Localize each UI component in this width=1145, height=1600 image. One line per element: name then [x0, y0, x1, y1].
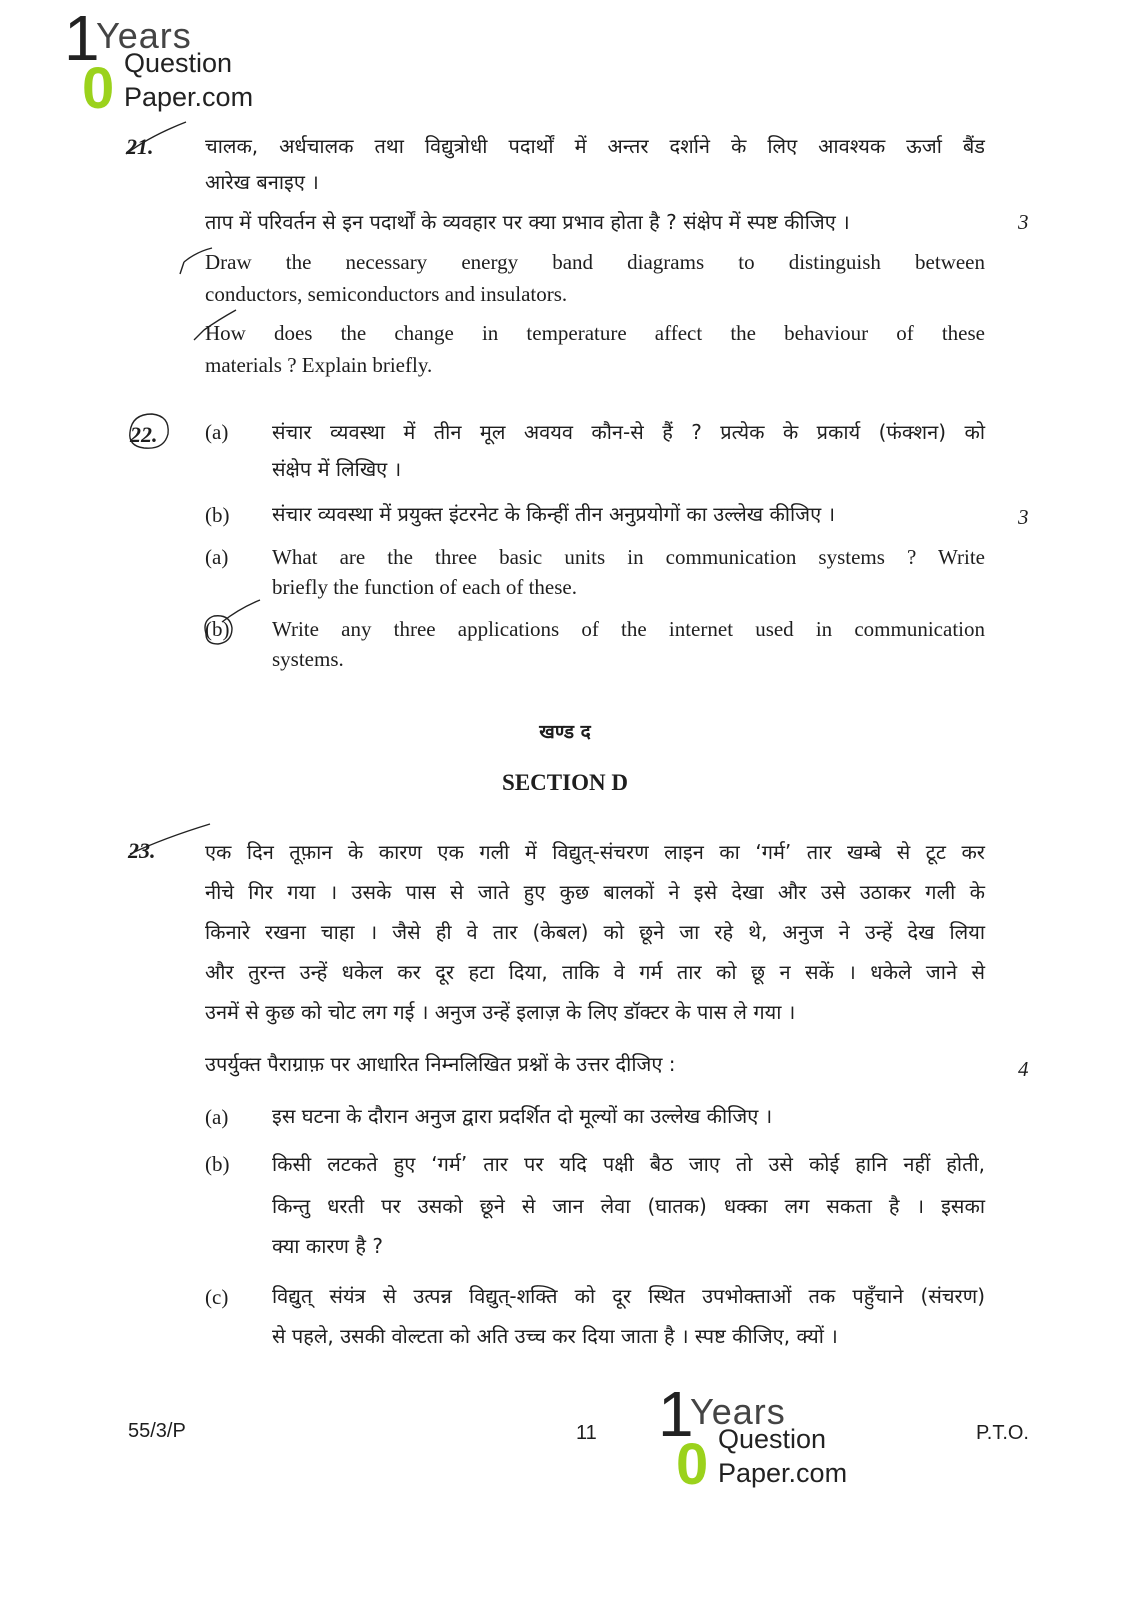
q22-marks: 3: [1018, 505, 1029, 529]
footer-pto: P.T.O.: [976, 1422, 1029, 1444]
q23-b-line-1: किसी लटकते हुए ‘गर्म’ तार पर यदि पक्षी बैठ जाए तो उसे कोई हानि नहीं होती,: [272, 1152, 986, 1176]
pen-mark-21: [120, 118, 190, 158]
question-number-23: 23.: [128, 838, 156, 863]
q23-c-line-1: विद्युत् संयंत्र से उत्पन्न विद्युत्-शक्ति को दूर स्थित उपभोक्ताओं तक पहुँचाने (संचरण): [272, 1284, 985, 1308]
q21-english-p2-line-2: materials ? Explain briefly.: [205, 353, 433, 377]
footer-paper-code: 55/3/P: [128, 1420, 186, 1442]
logo-bottom: [656, 1378, 866, 1497]
q21-marks: 3: [1018, 210, 1029, 234]
logo-digit-one: 1: [658, 1378, 694, 1450]
q21-hindi-line-2: आरेख बनाइए ।: [205, 170, 319, 194]
q23-para-line-2: नीचे गिर गया । उसके पास से जाते हुए कुछ बालकों ने इसे देखा और उसे उठाकर गली के: [205, 880, 985, 904]
q23-instruction: उपर्युक्त पैराग्राफ़ पर आधारित निम्नलिखित प्रश्नों के उत्तर दीजिए :: [205, 1052, 676, 1076]
pen-mark-23: [124, 820, 214, 860]
logo-digit-zero: 0: [82, 56, 115, 121]
q22-hindi-a-label: (a): [205, 420, 229, 444]
q22-english-a-line-1: What are the three basic units in communication systems ? Write: [272, 545, 985, 569]
logo-top: [62, 2, 272, 121]
q23-a-text: इस घटना के दौरान अनुज द्वारा प्रदर्शित दो मूल्यों का उल्लेख कीजिए ।: [272, 1104, 773, 1128]
q22-hindi-a-line-1: संचार व्यवस्था में तीन मूल अवयव कौन-से हैं ? प्रत्येक के प्रकार्य (फंक्शन) को: [272, 420, 985, 444]
q22-english-a-label: (a): [205, 545, 229, 569]
section-heading-hindi: खण्ड द: [539, 721, 591, 743]
q23-para-line-1: एक दिन तूफ़ान के कारण एक गली में विद्युत्-संचरण लाइन का ‘गर्म’ तार खम्बे से टूट कर: [205, 840, 985, 864]
question-number-21: 21.: [126, 134, 154, 159]
q23-b-line-3: क्या कारण है ?: [272, 1234, 383, 1258]
q23-c-line-2: से पहले, उसकी वोल्टता को अति उच्च कर दिया जाता है । स्पष्ट कीजिए, क्यों ।: [272, 1324, 838, 1348]
q23-b-label: (b): [205, 1152, 230, 1176]
q23-a-label: (a): [205, 1105, 229, 1129]
q22-english-b-line-1: Write any three applications of the internet used in communication: [272, 617, 985, 641]
q21-hindi-line-1: चालक, अर्धचालक तथा विद्युत्रोधी पदार्थों में अन्तर दर्शाने के लिए आवश्यक ऊर्जा बैंड: [205, 134, 985, 158]
q22-hindi-b: संचार व्यवस्था में प्रयुक्त इंटरनेट के किन्हीं तीन अनुप्रयोगों का उल्लेख कीजिए ।: [272, 502, 836, 526]
q21-hindi-line-3: ताप में परिवर्तन से इन पदार्थों के व्यवहार पर क्या प्रभाव होता है ? संक्षेप में स्पष्ट कीजिए ।: [205, 210, 850, 234]
pen-circle-22b: [196, 596, 266, 652]
logo-years: Years: [96, 15, 192, 56]
q22-english-b-label: (b): [205, 617, 230, 641]
q23-para-line-4: और तुरन्त उन्हें धकेल कर दूर हटा दिया, ताकि वे गर्म तार को छू न सकें । धकेले जाने से: [205, 960, 985, 984]
q21-english-p1-line-2: conductors, semiconductors and insulators.: [205, 282, 568, 306]
q23-para-line-3: किनारे रखना चाहा । जैसे ही वे तार (केबल) को छूने जा रहे थे, अनुज ने उन्हें देख लिया: [205, 920, 985, 944]
q23-para-line-5: उनमें से कुछ को चोट लग गई । अनुज उन्हें इलाज़ के लिए डॉक्टर के पास ले गया ।: [205, 1000, 796, 1024]
q22-english-a-line-2: briefly the function of each of these.: [272, 575, 577, 599]
logo-question: Question: [718, 1424, 827, 1454]
question-number-22: 22.: [130, 422, 158, 447]
logo-digit-one: 1: [64, 2, 100, 74]
logo-question: Question: [124, 48, 233, 78]
logo-years: Years: [690, 1391, 786, 1432]
section-heading-english: SECTION D: [502, 770, 628, 795]
q23-c-label: (c): [205, 1285, 229, 1309]
logo-paper: Paper.com: [124, 82, 254, 112]
q23-marks: 4: [1018, 1057, 1029, 1081]
logo-paper: Paper.com: [718, 1458, 848, 1488]
q22-hindi-a-line-2: संक्षेप में लिखिए ।: [272, 457, 402, 481]
q22-hindi-b-label: (b): [205, 503, 230, 527]
q21-english-p1-line-1: Draw the necessary energy band diagrams to distinguish between: [205, 250, 985, 274]
q23-b-line-2: किन्तु धरती पर उसको छूने से जान लेवा (घातक) धक्का लग सकता है । इसका: [272, 1194, 985, 1218]
logo-digit-zero: 0: [676, 1432, 709, 1497]
q21-english-p2-line-1: How does the change in temperature affect the behaviour of these: [205, 321, 985, 345]
q22-english-b-line-2: systems.: [272, 647, 344, 671]
pen-circle-22: [122, 406, 178, 456]
footer-page-number: 11: [576, 1422, 597, 1444]
